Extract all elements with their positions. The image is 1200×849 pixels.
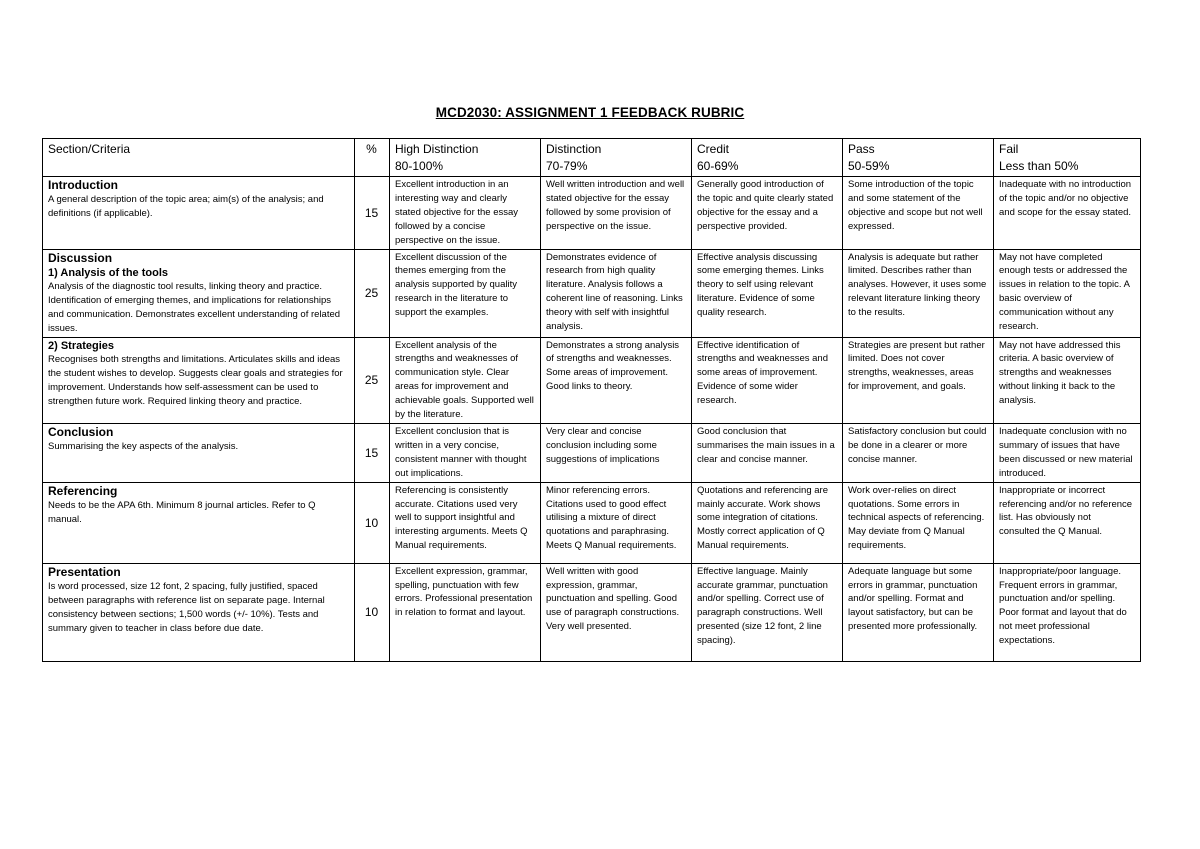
pass-cell: Work over-relies on direct quotations. Some errors in technical aspects of referencing. May deviate from Q Manual requirements.	[843, 482, 994, 563]
distinction-cell: Well written with good expression, grammar, punctuation and spelling. Good use of paragraph constructions. Very well presented.	[541, 563, 692, 661]
credit-cell: Effective analysis discussing some emerging themes. Links theory to self using relevant literature. Evidence of some quality research.	[692, 249, 843, 337]
weight-percent: 10	[355, 563, 390, 661]
weight-percent: 25	[355, 337, 390, 423]
high-distinction-cell: Excellent introduction in an interesting way and clearly stated objective for the essay followed by a concise perspective on the issue.	[390, 177, 541, 250]
grade-range: 70-79%	[546, 159, 588, 173]
criteria-cell	[43, 337, 355, 423]
pass-cell: Satisfactory conclusion but could be done in a clearer or more concise manner.	[843, 423, 994, 482]
grade-range: 50-59%	[848, 159, 890, 173]
high-distinction-cell: Excellent discussion of the themes emerging from the analysis supported by quality research in the literature to support the examples.	[390, 249, 541, 337]
criteria-cell	[43, 177, 355, 250]
section-description: A general description of the topic area; aim(s) of the analysis; and definitions (if applicable).	[48, 194, 324, 219]
section-description: Recognises both strengths and limitations. Articulates skills and ideas the student wishes to develop. Suggests clear goals and strategies for improvement. Understands how self-assessment can be used to strengthen future work. Required linking theory and practice.	[48, 353, 343, 407]
fail-cell: Inappropriate or incorrect referencing and/or no reference list. Has obviously not consulted the Q Manual.	[994, 482, 1141, 563]
weight-percent: 25	[355, 249, 390, 337]
section-description: Analysis of the diagnostic tool results, linking theory and practice. Identification of emerging themes, and implications for relationships and communication. Demonstrates excellent understanding of related issues.	[48, 280, 341, 334]
weight-percent: 10	[355, 482, 390, 563]
grade-name: Pass	[848, 142, 875, 156]
header-criteria: Section/Criteria	[43, 139, 355, 177]
header-pass	[843, 139, 994, 177]
high-distinction-cell: Excellent conclusion that is written in a very concise, consistent manner with thought out implications.	[390, 423, 541, 482]
fail-cell: May not have completed enough tests or addressed the issues in relation to the topic. A basic overview of communication without any research.	[994, 249, 1141, 337]
grade-name: Fail	[999, 142, 1019, 156]
rubric-row-discussion	[43, 249, 1141, 337]
header-high-distinction	[390, 139, 541, 177]
section-title: Introduction	[48, 178, 118, 192]
section-title: Conclusion	[48, 424, 114, 439]
feedback-rubric-table	[42, 138, 1141, 662]
header-distinction	[541, 139, 692, 177]
rubric-row-strategies	[43, 337, 1141, 423]
criteria-cell	[43, 249, 355, 337]
section-description: Summarising the key aspects of the analysis.	[48, 440, 239, 452]
grade-range: Less than 50%	[999, 159, 1079, 173]
weight-percent: 15	[355, 177, 390, 250]
distinction-cell: Well written introduction and well stated objective for the essay followed by some provision of perspective on the issue.	[541, 177, 692, 250]
distinction-cell: Demonstrates evidence of research from high quality literature. Analysis follows a coherent line of reasoning. Links theory with self with insightful analysis.	[541, 249, 692, 337]
grade-name: High Distinction	[395, 142, 479, 156]
grade-range: 60-69%	[697, 159, 739, 173]
section-description: Is word processed, size 12 font, 2 spacing, fully justified, spaced between paragraphs with reference list on separate page. Internal consistency between sections; 1,500 words (+/- 10%). Tests and summary given to teacher in class before due date.	[48, 580, 325, 634]
criteria-cell	[43, 563, 355, 661]
credit-cell: Effective language. Mainly accurate grammar, punctuation and/or spelling. Correct use of paragraph constructions. Well presented (size 12 font, 2 line spacing).	[692, 563, 843, 661]
header-credit	[692, 139, 843, 177]
header-row	[43, 139, 1141, 177]
section-title: Referencing	[48, 483, 118, 498]
high-distinction-cell: Excellent expression, grammar, spelling, punctuation with few errors. Professional presentation in relation to format and layout.	[390, 563, 541, 661]
criteria-cell	[43, 482, 355, 563]
credit-cell: Quotations and referencing are mainly accurate. Work shows some integration of citations. Mostly correct application of Q Manual requirements.	[692, 482, 843, 563]
pass-cell: Adequate language but some errors in grammar, punctuation and/or spelling. Format and layout satisfactory, but can be presented more professionally.	[843, 563, 994, 661]
rubric-row-presentation	[43, 563, 1141, 661]
distinction-cell: Demonstrates a strong analysis of strengths and weaknesses. Some areas of improvement. Good links to theory.	[541, 337, 692, 423]
grade-name: Credit	[697, 142, 730, 156]
section-description: Needs to be the APA 6th. Minimum 8 journal articles. Refer to Q manual.	[48, 499, 316, 525]
header-fail	[994, 139, 1141, 177]
rubric-row-conclusion	[43, 423, 1141, 482]
fail-cell: Inadequate with no introduction of the topic and/or no objective and scope for the essay stated.	[994, 177, 1141, 250]
pass-cell: Some introduction of the topic and some statement of the objective and scope but not well expressed.	[843, 177, 994, 250]
rubric-row-introduction	[43, 177, 1141, 250]
criteria-cell	[43, 423, 355, 482]
distinction-cell: Minor referencing errors. Citations used to good effect utilising a mixture of direct quotations and paraphrasing. Meets Q Manual requirements.	[541, 482, 692, 563]
pass-cell: Strategies are present but rather limited. Does not cover strengths, weaknesses, areas for improvement, and goals.	[843, 337, 994, 423]
credit-cell: Generally good introduction of the topic and quite clearly stated objective for the essay and a perspective provided.	[692, 177, 843, 250]
fail-cell: Inappropriate/poor language. Frequent errors in grammar, punctuation and/or spelling. Poor format and layout that do not meet professional expectations.	[994, 563, 1141, 661]
grade-name: Distinction	[546, 142, 602, 156]
section-title: Presentation	[48, 564, 121, 579]
pass-cell: Analysis is adequate but rather limited. Describes rather than analyses. However, it uses some relevant literature linking theory to the results.	[843, 249, 994, 337]
credit-cell: Effective identification of strengths and weaknesses and some areas of improvement. Evidence of some wider research.	[692, 337, 843, 423]
distinction-cell: Very clear and concise conclusion including some suggestions of implications	[541, 423, 692, 482]
section-subtitle: 1) Analysis of the tools	[48, 266, 169, 279]
grade-range: 80-100%	[395, 159, 444, 173]
fail-cell: May not have addressed this criteria. A basic overview of strengths and weaknesses without linking it back to the analysis.	[994, 337, 1141, 423]
section-title: Discussion	[48, 250, 113, 265]
fail-cell: Inadequate conclusion with no summary of issues that have been discussed or new material introduced.	[994, 423, 1141, 482]
weight-percent: 15	[355, 423, 390, 482]
high-distinction-cell: Referencing is consistently accurate. Citations used very well to support insightful and interesting arguments. Meets Q Manual requirements.	[390, 482, 541, 563]
page-title: MCD2030: ASSIGNMENT 1 FEEDBACK RUBRIC	[435, 105, 745, 120]
credit-cell: Good conclusion that summarises the main issues in a clear and concise manner.	[692, 423, 843, 482]
high-distinction-cell: Excellent analysis of the strengths and weaknesses of communication style. Clear areas for improvement and achievable goals. Supported well by the literature.	[390, 337, 541, 423]
rubric-row-referencing	[43, 482, 1141, 563]
header-percent: %	[355, 139, 390, 177]
section-subtitle: 2) Strategies	[48, 339, 115, 352]
